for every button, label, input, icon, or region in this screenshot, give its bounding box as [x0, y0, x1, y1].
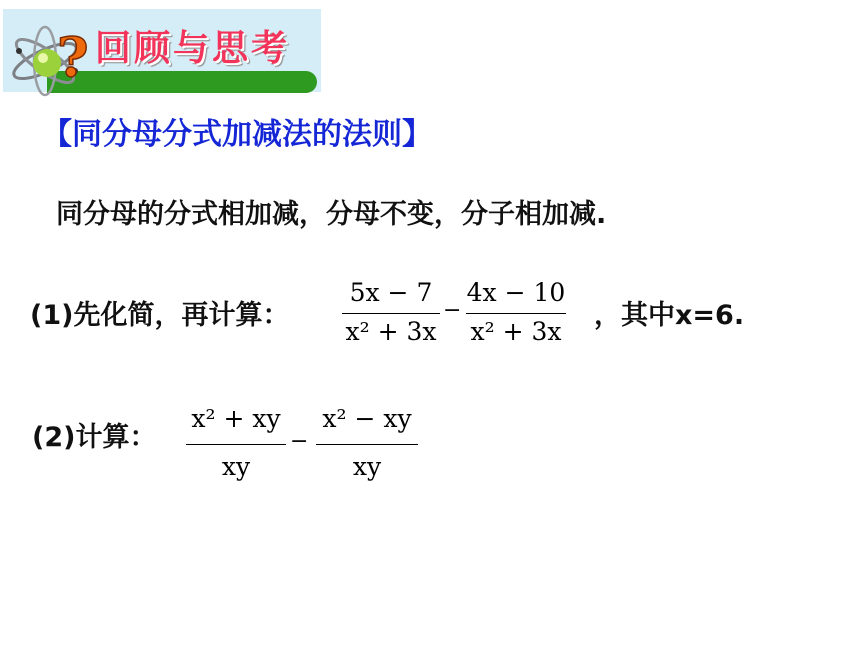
problem2-frac1-numerator: x² + xy [191, 404, 281, 433]
problem1-operator: − [443, 298, 462, 323]
problem2-frac2-denominator: xy [352, 452, 382, 481]
problem2-frac1-bar [186, 444, 286, 445]
problem1-frac1-numerator: 5x − 7 [349, 278, 433, 307]
problem1-frac2-denominator: x² + 3x [470, 317, 562, 346]
svg-text:?: ? [57, 25, 89, 89]
problem1-frac2-numerator: 4x − 10 [466, 278, 566, 307]
rule-heading: 【同分母分式加减法的法则】 [42, 117, 432, 152]
problem1-frac1-bar [342, 313, 440, 314]
problem1-condition: ，其中x=6. [594, 300, 745, 331]
problem1-frac1-denominator: x² + 3x [345, 317, 437, 346]
problem2-frac2-numerator: x² − xy [322, 404, 412, 433]
question-atom-icon [7, 21, 93, 97]
problem1-label: (1)先化简，再计算： [30, 300, 290, 331]
problem2-frac1-denominator: xy [221, 452, 251, 481]
header-banner [3, 9, 321, 92]
problem2-expression [186, 404, 426, 490]
header-title: 回顾与思考 [95, 27, 291, 69]
problem1-frac2-bar [466, 313, 566, 314]
rule-text: 同分母的分式相加减，分母不变，分子相加减. [56, 199, 607, 230]
problem2-operator: − [290, 429, 309, 454]
problem1-expression [340, 278, 570, 350]
problem2-label: (2)计算： [32, 422, 157, 453]
problem2-frac2-bar [316, 444, 418, 445]
